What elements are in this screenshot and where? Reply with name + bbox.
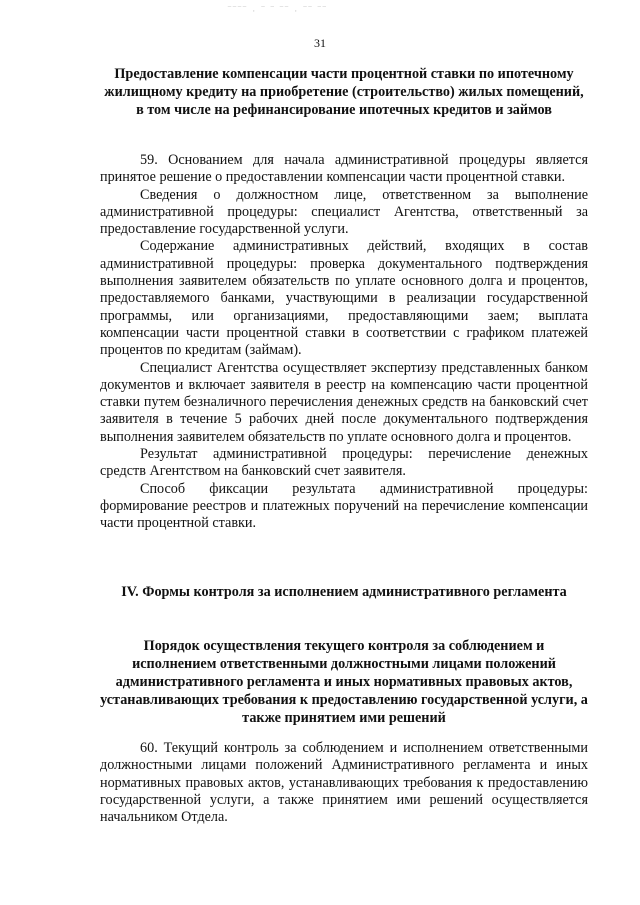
paragraph-60: 60. Текущий контроль за соблюдением и исполнением ответственными должностными лицами положений Административного регламента и иных нормативных правовых актов, устанавливающих требования к предоставлению государственной услуги, а также принятием ими решений осуществляется начальником Отдела. (100, 740, 588, 826)
paragraph-59: 59. Основанием для начала административной процедуры является принятое решение о предоставлении компенсации части процентной ставки. (100, 152, 588, 186)
paragraph-responsible: Сведения о должностном лице, ответственном за выполнение административной процедуры: специалист Агентства, ответственный за предоставление государственной услуги. (100, 186, 588, 238)
bottom-paragraphs (100, 740, 588, 826)
page-number: 31 (314, 36, 326, 50)
paragraph-expertise: Специалист Агентства осуществляет экспертизу представленных банком документов и включает заявителя в реестр на компенсацию части процентной ставки путем безналичного перечисления денежных средств на банковский счет заявителя в течение 5 рабочих дней после документального подтверждения выполнения заявителем обязательств по уплате основного долга и процентов. (100, 359, 588, 445)
section-title-control: IV. Формы контроля за исполнением административного регламента (121, 584, 567, 600)
paragraph-actions: Содержание административных действий, входящих в состав административной процедуры: проверка документального подтверждения выполнения заявителем обязательств по уплате основного долга и процентов, предоставляемого банками, участвующими в реализации государственной программы, или организациями, предоставляющими заем; выплата компенсации части процентной ставки в соответствии с графиком платежей процентов по кредитам (займам). (100, 238, 588, 359)
subsection-title-current-control: Порядок осуществления текущего контроля за соблюдением и исполнением ответственными должностными лицами положений административного регламента и иных нормативных правовых актов, устанавливающих требования к предоставлению государственной услуги, а также принятием ими решений (100, 638, 588, 726)
paragraph-fixation: Способ фиксации результата административной процедуры: формирование реестров и платежных поручений на перечисление компенсации части процентной ставки. (100, 480, 588, 532)
section-title-compensation: Предоставление компенсации части процентной ставки по ипотечному жилищному кредиту на приобретение (строительство) жилых помещений, в том числе на рефинансирование ипотечных кредитов и займов (104, 66, 584, 118)
scan-artifact: ‾‾‾‾ · ‾ ‾ ‾‾ · ‾‾ ‾‾ (228, 6, 328, 16)
paragraph-result: Результат административной процедуры: перечисление денежных средств Агентством на банковский счет заявителя. (100, 446, 588, 480)
top-paragraphs (100, 152, 588, 533)
